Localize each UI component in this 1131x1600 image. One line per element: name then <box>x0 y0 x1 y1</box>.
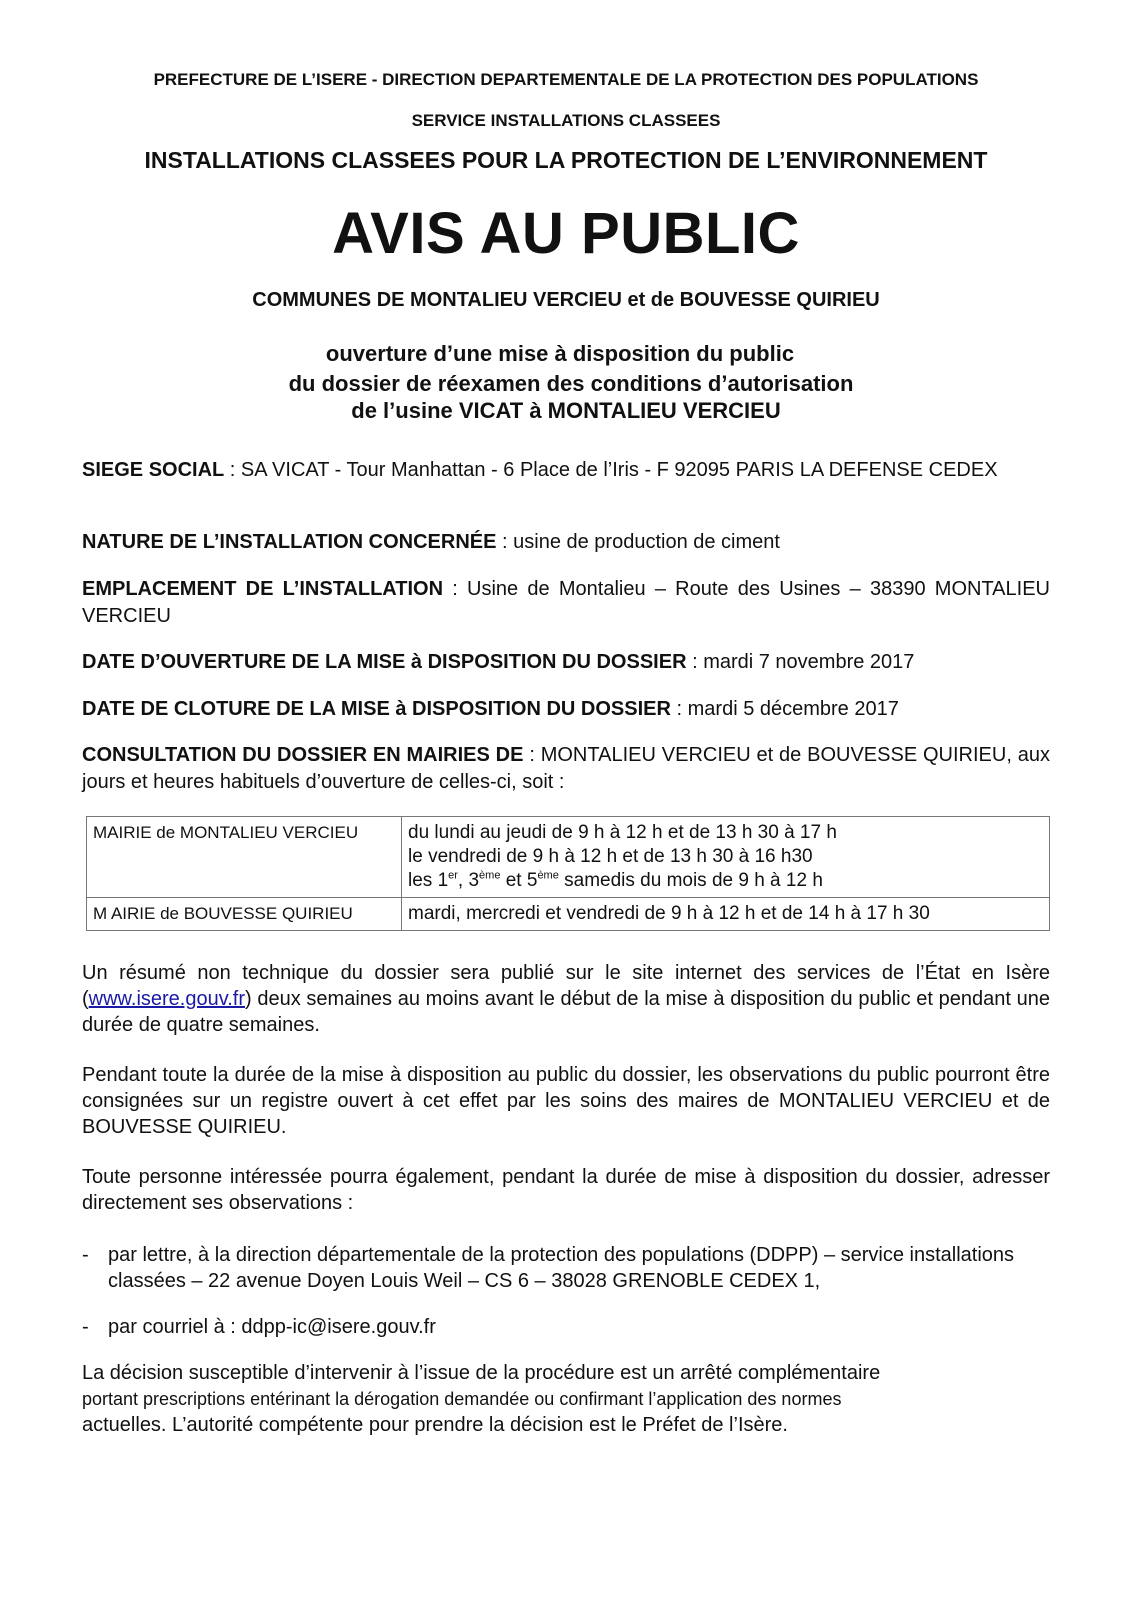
field-value: mardi 7 novembre 2017 <box>703 651 915 673</box>
field-date-ouverture: DATE D’OUVERTURE DE LA MISE à DISPOSITION DU DOSSIER : mardi 7 novembre 2017 <box>82 651 915 673</box>
field-label: DATE D’OUVERTURE DE LA MISE à DISPOSITION DU DOSSIER <box>82 651 687 673</box>
resume-text: ) deux semaines au moins avant le début de la mise à disposition du public et pendant une durée de quatre semaines. <box>82 988 1050 1036</box>
field-emplacement: EMPLACEMENT DE L’INSTALLATION : Usine de Montalieu – Route des Usines – 38390 MONTALIEU VERCIEU <box>82 578 1050 627</box>
table-row <box>87 817 1050 898</box>
subtitle-line-1: ouverture d’une mise à disposition du public <box>325 341 795 366</box>
bullet-dash: - <box>82 1316 89 1338</box>
icpe-header: INSTALLATIONS CLASSEES POUR LA PROTECTION DE L’ENVIRONNEMENT <box>144 147 988 173</box>
decision-line: La décision susceptible d’intervenir à l’issue de la procédure est un arrêté complémentaire <box>82 1362 881 1384</box>
hours-cell: mardi, mercredi et vendredi de 9 h à 12 h et de 14 h à 17 h 30 <box>402 898 1050 931</box>
service-header: SERVICE INSTALLATIONS CLASSEES <box>411 111 721 130</box>
resume-paragraph <box>82 960 1050 1038</box>
bullet-text-lettre: par lettre, à la direction départementale de la protection des populations (DDPP) – service installations classées – 22 avenue Doyen Louis Weil – CS 6 – 38028 GRENOBLE CEDEX 1, <box>108 1244 1015 1292</box>
field-label: EMPLACEMENT DE L’INSTALLATION <box>82 578 444 600</box>
bullet-text-courriel: par courriel à : ddpp-ic@isere.gouv.fr <box>108 1316 436 1338</box>
communes-heading: COMMUNES DE MONTALIEU VERCIEU et de BOUVESSE QUIRIEU <box>252 289 880 311</box>
opening-hours-table <box>86 816 1050 931</box>
mairie-name-cell: MAIRIE de MONTALIEU VERCIEU <box>87 817 402 898</box>
field-value: SA VICAT - Tour Manhattan - 6 Place de l’Iris - F 92095 PARIS LA DEFENSE CEDEX <box>240 459 998 481</box>
resume-text: Un résumé non technique du dossier sera publié sur le site internet des services de l’État en Isère ( <box>82 962 1050 1010</box>
hours-line: le vendredi de 9 h à 12 h et de 13 h 30 à 16 h30 <box>408 846 813 867</box>
field-value: Usine de Montalieu – Route des Usines – 38390 MONTALIEU VERCIEU <box>82 578 1050 627</box>
field-consultation: CONSULTATION DU DOSSIER EN MAIRIES DE : MONTALIEU VERCIEU et de BOUVESSE QUIRIEU, aux jours et heures habituels d’ouverture de celles-ci, soit : <box>82 744 1050 793</box>
pendant-paragraph: Pendant toute la durée de la mise à disposition au public du dossier, les observations du public pourront être consignées sur un registre ouvert à cet effet par les soins des maires de MONTALIEU VERCIEU et de BOUVESSE QUIRIEU. <box>82 1064 1050 1138</box>
decision-paragraph <box>82 1360 1050 1438</box>
hours-text: samedis du mois de 9 h à 12 h <box>558 870 823 891</box>
field-value: MONTALIEU VERCIEU et de BOUVESSE QUIRIEU, aux jours et heures habituels d’ouverture de celles-ci, soit : <box>82 744 1050 793</box>
mairie-name-cell: M AIRIE de BOUVESSE QUIRIEU <box>87 898 402 931</box>
field-siege-social: SIEGE SOCIAL : SA VICAT - Tour Manhattan - 6 Place de l’Iris - F 92095 PARIS LA DEFENSE CEDEX <box>82 459 998 481</box>
page-title: AVIS AU PUBLIC <box>332 201 800 266</box>
field-label: CONSULTATION DU DOSSIER EN MAIRIES DE <box>82 744 524 766</box>
toute-personne-paragraph: Toute personne intéressée pourra également, pendant la durée de mise à disposition du dossier, adresser directement ses observations : <box>82 1166 1050 1214</box>
isere-website-link[interactable]: www.isere.gouv.fr <box>88 988 246 1010</box>
field-label: NATURE DE L’INSTALLATION CONCERNÉE <box>82 531 497 553</box>
field-value: usine de production de ciment <box>513 531 780 553</box>
hours-line: du lundi au jeudi de 9 h à 12 h et de 13 h 30 à 17 h <box>408 822 837 843</box>
subtitle-line-3: de l’usine VICAT à MONTALIEU VERCIEU <box>351 398 781 423</box>
table-row <box>87 898 1050 931</box>
hours-text: les 1 <box>408 870 449 891</box>
superscript: ème <box>479 869 501 882</box>
decision-line: actuelles. L’autorité compétente pour prendre la décision est le Préfet de l’Isère. <box>82 1414 788 1436</box>
field-value: mardi 5 décembre 2017 <box>687 698 899 720</box>
field-label: SIEGE SOCIAL <box>82 459 225 481</box>
hours-text: , 3 <box>457 870 480 891</box>
bullet-dash: - <box>82 1244 89 1266</box>
superscript: ème <box>537 869 559 882</box>
field-label: DATE DE CLOTURE DE LA MISE à DISPOSITION DU DOSSIER <box>82 698 671 720</box>
superscript: er <box>448 869 458 882</box>
hours-cell <box>402 817 1050 898</box>
subtitle-line-2: du dossier de réexamen des conditions d’autorisation <box>288 371 854 396</box>
decision-line: portant prescriptions entérinant la dérogation demandée ou confirmant l’application des normes <box>82 1389 842 1409</box>
prefecture-header: PREFECTURE DE L’ISERE - DIRECTION DEPARTEMENTALE DE LA PROTECTION DES POPULATIONS <box>153 70 979 89</box>
field-date-cloture: DATE DE CLOTURE DE LA MISE à DISPOSITION DU DOSSIER : mardi 5 décembre 2017 <box>82 698 899 720</box>
hours-text: et 5 <box>500 870 538 891</box>
hours-line <box>408 869 1043 893</box>
field-nature: NATURE DE L’INSTALLATION CONCERNÉE : usine de production de ciment <box>82 531 780 553</box>
